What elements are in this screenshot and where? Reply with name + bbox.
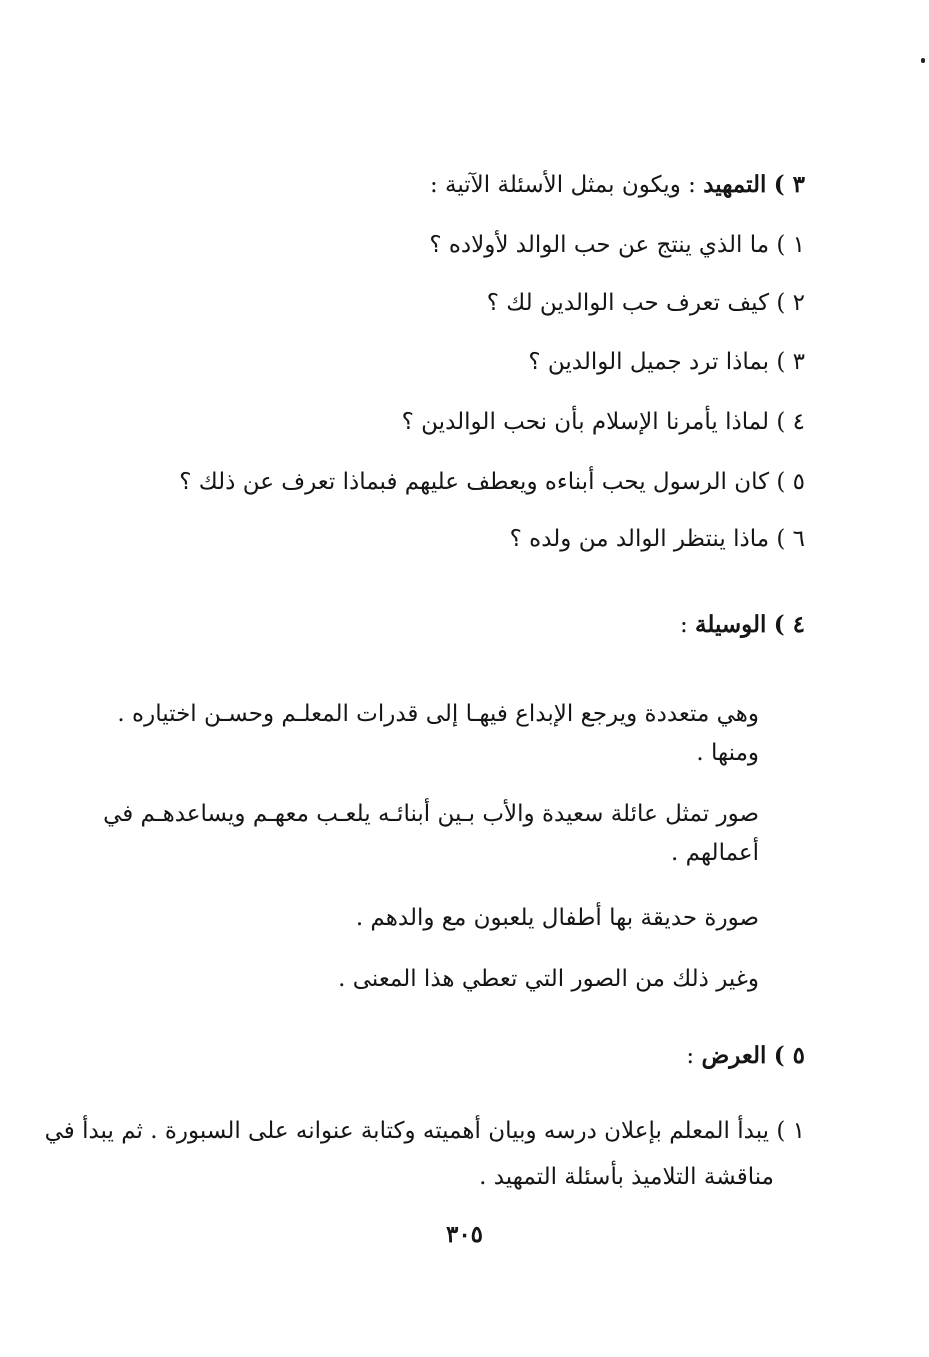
question-2: ٢ ) كيف تعرف حب الوالدين لك ؟: [486, 290, 805, 316]
question-4: ٤ ) لماذا يأمرنا الإسلام بأن نحب الوالدين ؟: [401, 409, 805, 435]
paragraph-line: ومنها .: [696, 740, 759, 766]
page-number: ٣٠٥: [445, 1221, 484, 1248]
paragraph-line: مناقشة التلاميذ بأسئلة التمهيد .: [479, 1164, 774, 1190]
paragraph-line: صور تمثل عائلة سعيدة والأب بـين أبنائـه يلعـب معهـم ويساعدهـم في: [103, 801, 759, 827]
section-number: ٤ ): [773, 611, 805, 638]
section-title: الوسيلة: [695, 611, 767, 638]
section-heading-wasila: [680, 608, 805, 642]
section-title: العرض: [701, 1042, 767, 1069]
paragraph-line: صورة حديقة بها أطفال يلعبون مع والدهم .: [355, 905, 759, 931]
section-intro: : ويكون بمثل الأسئلة الآتية :: [429, 172, 704, 198]
section-heading-ard: [686, 1039, 805, 1073]
section-intro: :: [679, 612, 695, 638]
section-title: التمهيد: [703, 171, 767, 198]
section-number: ٣ ): [773, 171, 805, 198]
section-intro: :: [686, 1043, 702, 1069]
paragraph-line: ١ ) يبدأ المعلم بإعلان درسه وبيان أهميته وكتابة عنوانه على السبورة . ثم يبدأ في: [44, 1118, 805, 1144]
section-heading-tamheed: [430, 168, 805, 202]
question-5: ٥ ) كان الرسول يحب أبناءه ويعطف عليهم فبماذا تعرف عن ذلك ؟: [179, 469, 805, 495]
section-number: ٥ ): [773, 1042, 805, 1069]
paragraph-line: أعمالهم .: [671, 840, 759, 866]
paragraph-line: وغير ذلك من الصور التي تعطي هذا المعنى .: [338, 966, 759, 992]
paragraph-line: وهي متعددة ويرجع الإبداع فيهـا إلى قدرات المعلـم وحسـن اختياره .: [117, 701, 759, 727]
question-6: ٦ ) ماذا ينتظر الوالد من ولده ؟: [509, 526, 805, 552]
margin-mark: [921, 58, 925, 63]
question-3: ٣ ) بماذا ترد جميل الوالدين ؟: [528, 349, 805, 375]
question-1: ١ ) ما الذي ينتج عن حب الوالد لأولاده ؟: [429, 232, 805, 258]
